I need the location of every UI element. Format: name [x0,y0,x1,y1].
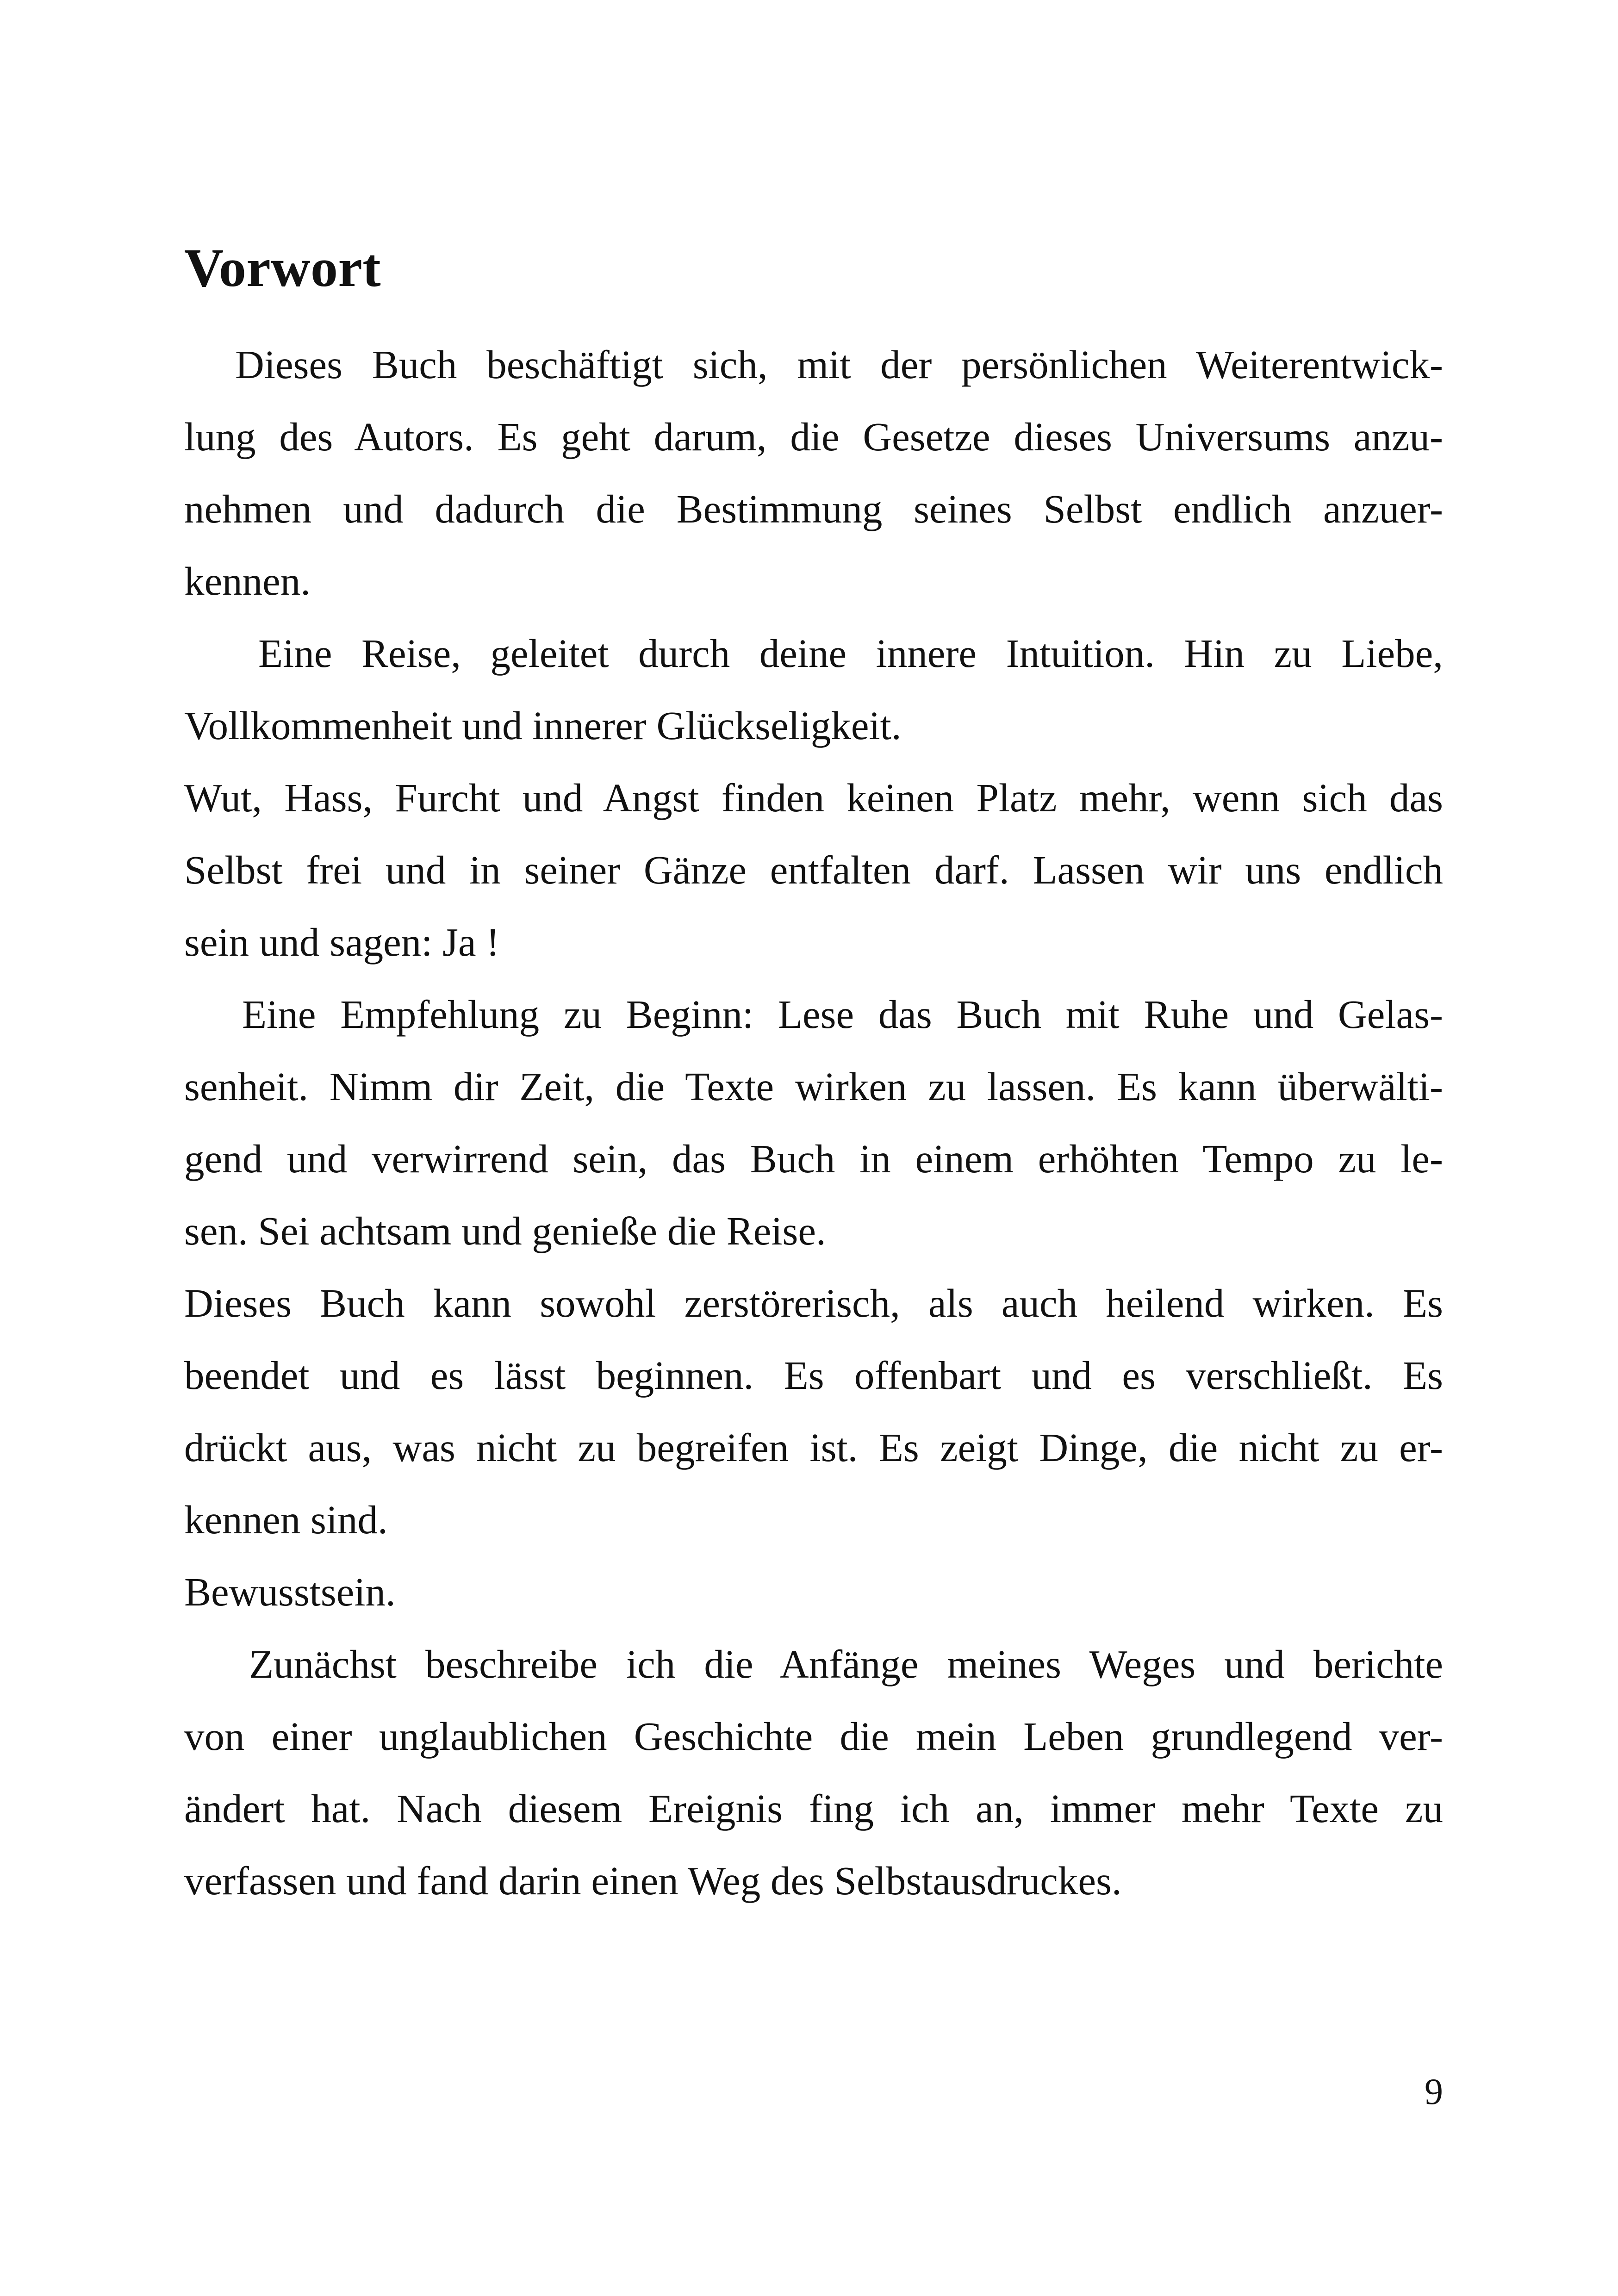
text-line-18: Bewusstsein. [184,1569,396,1614]
text-line-19: Zunächst beschreibe ich die Anfänge meines Weges und berichte [249,1642,1443,1686]
text-line-7: Wut, Hass, Furcht und Angst finden keinen Platz mehr, wenn sich das [184,775,1443,820]
text-line-5: Eine Reise, geleitet durch deine innere Intuition. Hin zu Liebe, [258,631,1443,676]
text-line-16: drückt aus, was nicht zu begreifen ist. Es zeigt Dinge, die nicht zu er- [184,1425,1443,1470]
text-line-11: senheit. Nimm dir Zeit, die Texte wirken zu lassen. Es kann überwälti- [184,1064,1443,1109]
text-line-3: nehmen und dadurch die Bestimmung seines Selbst endlich anzuer- [184,486,1443,531]
text-line-22: verfassen und fand darin einen Weg des Selbstausdruckes. [184,1858,1122,1903]
text-line-20: von einer unglaublichen Geschichte die mein Leben grundlegend ver- [184,1714,1443,1759]
text-line-8: Selbst frei und in seiner Gänze entfalten darf. Lassen wir uns endlich [184,847,1443,892]
page-number: 9 [1425,2072,1443,2112]
text-line-6: Vollkommenheit und innerer Glückseligkeit. [184,703,902,748]
text-line-15: beendet und es lässt beginnen. Es offenbart und es verschließt. Es [184,1353,1443,1398]
text-line-13: sen. Sei achtsam und genieße die Reise. [184,1208,826,1253]
text-line-14: Dieses Buch kann sowohl zerstörerisch, als auch heilend wirken. Es [184,1281,1443,1325]
text-line-21: ändert hat. Nach diesem Ereignis fing ich an, immer mehr Texte zu [184,1786,1443,1831]
text-line-12: gend und verwirrend sein, das Buch in einem erhöhten Tempo zu le- [184,1136,1443,1181]
text-line-1: Dieses Buch beschäftigt sich, mit der persönlichen Weiterentwick- [235,342,1443,387]
text-line-4: kennen. [184,559,311,604]
text-line-17: kennen sind. [184,1497,388,1542]
chapter-heading: Vorwort [184,237,381,298]
text-line-9: sein und sagen: Ja ! [184,920,500,964]
text-line-2: lung des Autors. Es geht darum, die Gesetze dieses Universums anzu- [184,414,1443,459]
text-line-10: Eine Empfehlung zu Beginn: Lese das Buch mit Ruhe und Gelas- [242,992,1443,1037]
